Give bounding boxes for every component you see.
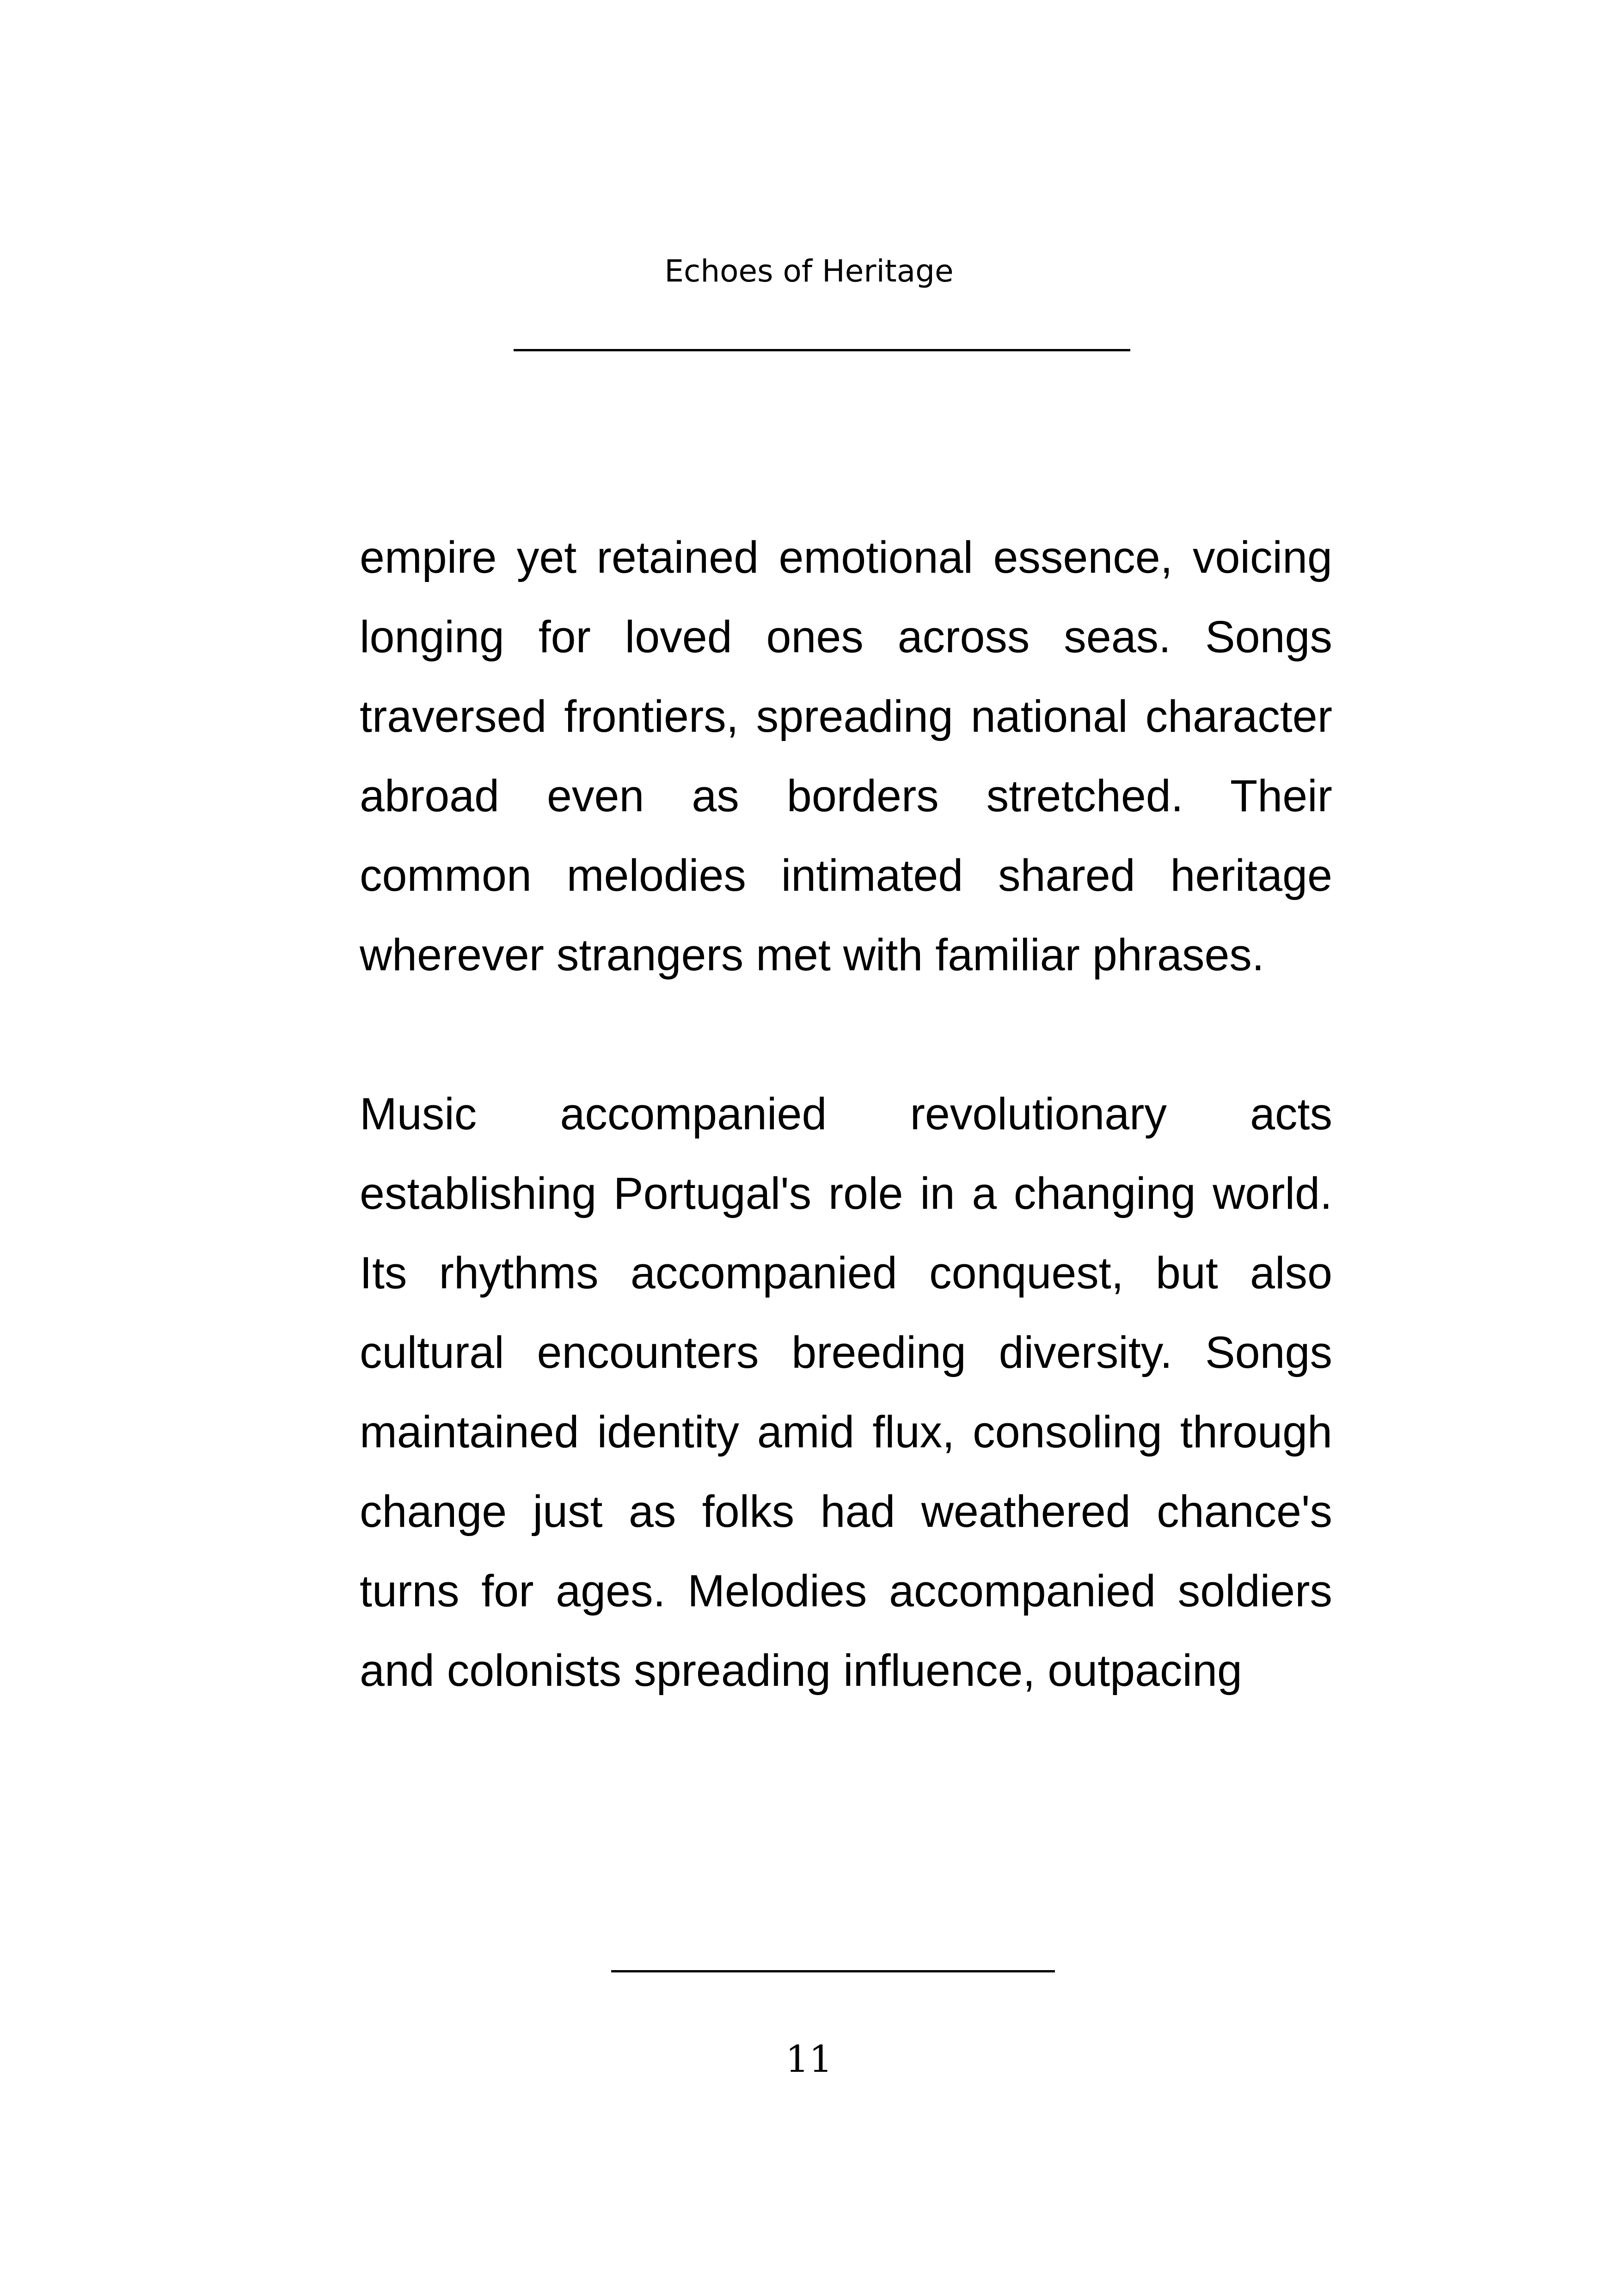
- running-header-title: Echoes of Heritage: [664, 253, 954, 289]
- footer-divider: [611, 1970, 1055, 1972]
- header-divider: [514, 349, 1130, 351]
- paragraph-1: empire yet retained emotional essence, voicing longing for loved ones across seas. Songs traversed frontiers, spreading national character abroad even as borders stretched. Their common melodies intimated shared heritage wherever strangers met with familiar phrases.: [360, 532, 1332, 980]
- paragraph-2: Music accompanied revolutionary acts establishing Portugal's role in a changing world. Its rhythms accompanied conquest, but also cultural encounters breeding diversity. Songs maintained identity amid flux, consoling through change just as folks had weathered chance's turns for ages. Melodies accompanied soldiers and colonists spreading influence, outpacing: [360, 1089, 1332, 1696]
- body-text: [360, 518, 1332, 1710]
- page-number: 11: [785, 2038, 833, 2081]
